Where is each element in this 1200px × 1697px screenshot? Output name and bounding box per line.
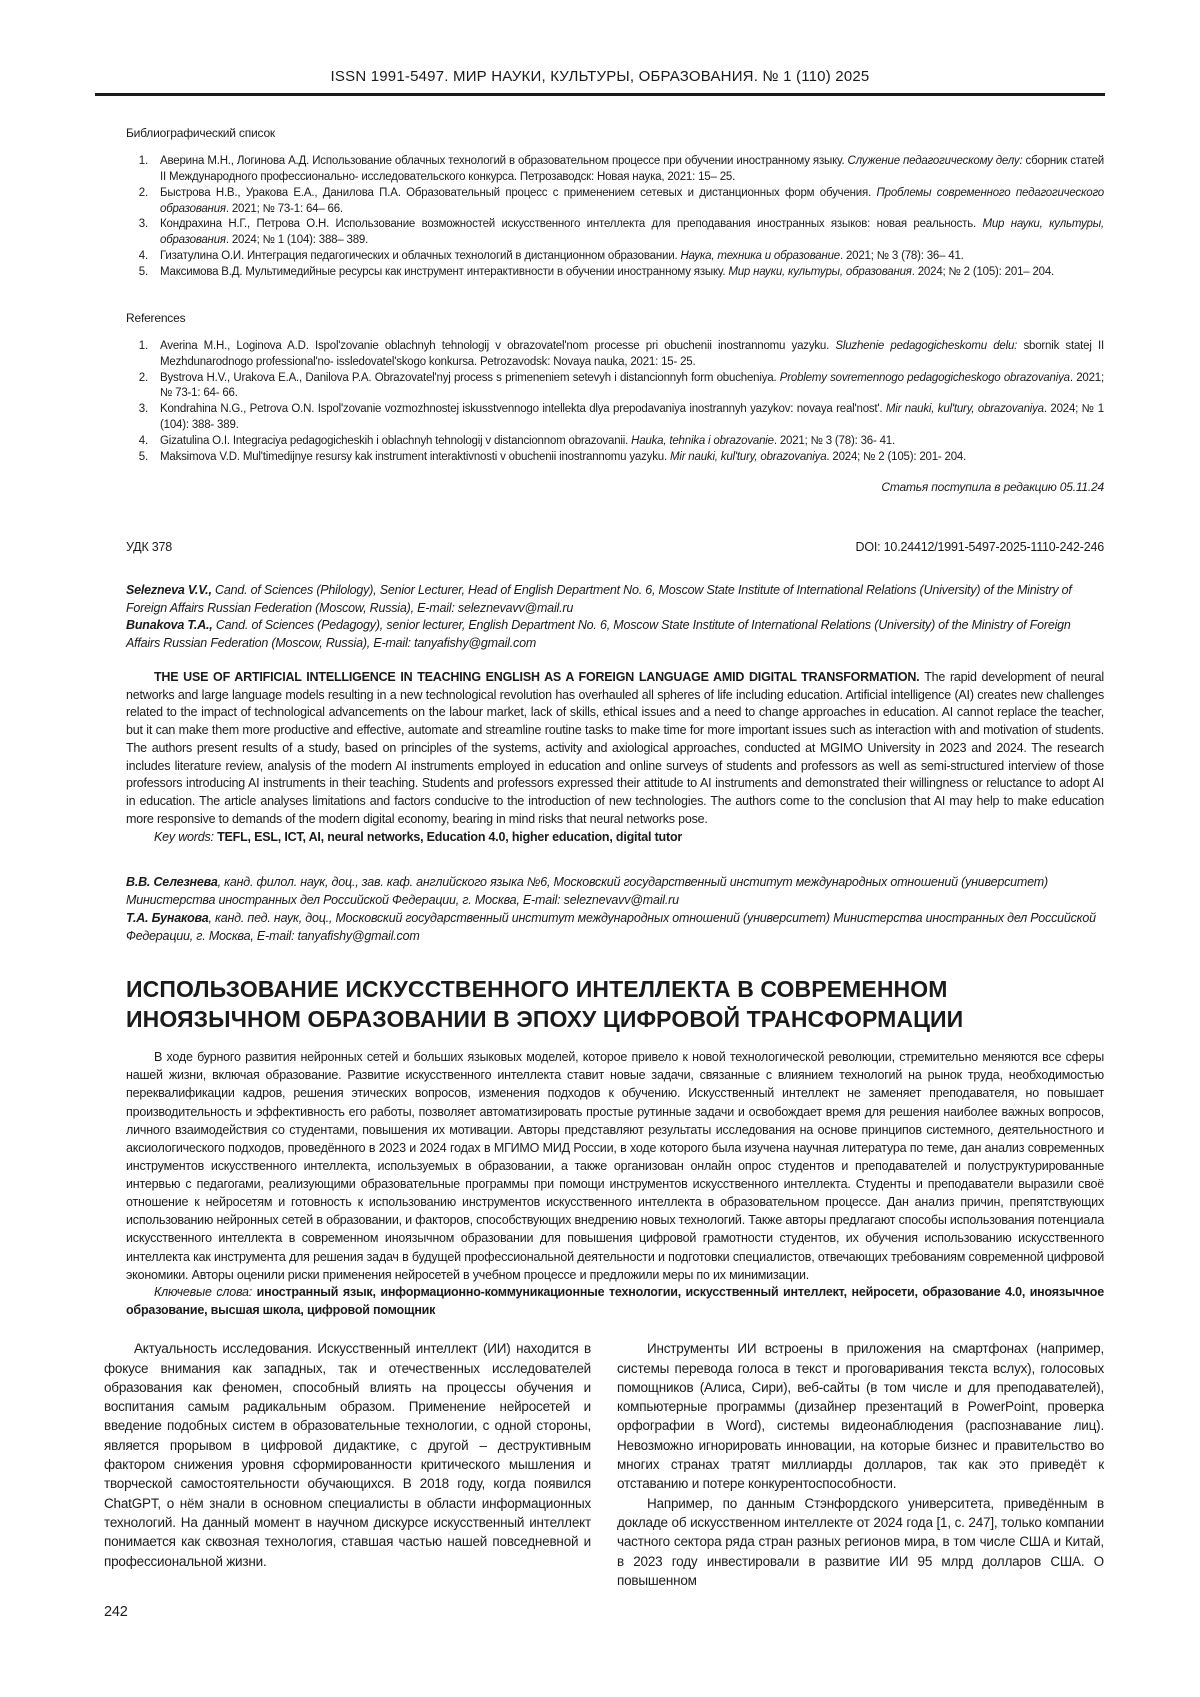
- paragraph: Selezneva V.V., Cand. of Sciences (Philology), Senior Lecturer, Head of English Department No. 6, Moscow State Institute of International Relations (University) of the Ministry of Foreign Affairs Russian Federation (Moscow, Russia), E-mail: seleznevavv@mail.ru: [126, 582, 1072, 615]
- article-title: [126, 975, 1104, 1034]
- references-heading: References: [126, 310, 186, 325]
- header-rule: [95, 93, 1105, 96]
- paragraph: Т.А. Бунакова, канд. пед. наук, доц., Московский государственный институт международных отношений (университет) Министерства иностранных дел Российской Федерации, г. Москва, E-mail: tanyafishy@gmail.com: [126, 910, 1096, 943]
- reference-text: Максимова В.Д. Мультимедийные ресурсы как инструмент интерактивности в обучении иностранному языку. Мир науки, культуры, образования. 2024; № 2 (105): 201– 204.: [160, 266, 1055, 279]
- paragraph: Актуальность исследования. Искусственный интеллект (ИИ) находится в фокусе внимания как западных, так и отечественных исследователей образования как феномен, способный влиять на процессы обучения и воспитания самым радикальным образом. Применение нейросетей и введение подобных систем в образовательные технологии, с одной стороны, является прорывом в цифровой дидактике, с другой – деструктивным фактором снижения уровня сформированности критического мышления и творческой самостоятельности обучающихся. В 2018 году, когда появился ChatGPT, о нём знали в основном специалисты в области информационных технологий. На данный момент в научном дискурсе искусственный интеллект понимается как сквозная технология, ставшая частью нашей повседневной и профессиональной жизни.: [104, 1341, 591, 1569]
- reference-text: Быстрова Н.В., Уракова Е.А., Данилова П.А. Образовательный процесс с применением сетевых и дистанционных форм обучения. Проблемы современного педагогического образования. 2021; № 73-1: 64– 66.: [160, 186, 1104, 215]
- references-list: [126, 339, 1104, 466]
- reference-text: Bystrova H.V., Urakova E.A., Danilova P.A. Obrazovatel'nyj process s primeneniem setevyh i distancionnyh form obucheniya. Problemy sovremennogo pedagogicheskogo obrazovaniya. 2021; № 73-1: 64- 66.: [160, 371, 1104, 400]
- reference-number: 2.: [138, 371, 148, 384]
- keywords-ru: Ключевые слова: иностранный язык, информационно-коммуникационные технологии, искусственный интеллект, нейросети, образование 4.0, иноязычное образование, высшая школа, цифровой помощник: [126, 1284, 1104, 1317]
- paragraph: Bunakova T.A., Cand. of Sciences (Pedagogy), senior lecturer, English Department No. 6, Moscow State Institute of International Relations (University) of the Ministry of Foreign Affairs Russian Federation (Moscow, Russia), E-mail: tanyafishy@gmail.com: [126, 618, 1071, 650]
- paragraph: Например, по данным Стэнфордского университета, приведённым в докладе об искусственном интеллекте от 2024 года [1, с. 247], только компании частного сектора ряда стран разных регионов мира, в том числе США и Китай, в 2023 году инвестировали в развитие ИИ 95 млрд долларов США. О повышенном: [617, 1495, 1104, 1588]
- reference-item: [126, 265, 1104, 281]
- authors-ru-block: [126, 874, 1104, 945]
- right-column: [617, 1339, 1104, 1590]
- reference-number: 3.: [138, 218, 148, 231]
- reference-item: [126, 186, 1104, 218]
- reference-item: [126, 434, 1104, 450]
- doi: DOI: 10.24412/1991-5497-2025-1110-242-246: [855, 539, 1104, 554]
- reference-text: Kondrahina N.G., Petrova O.N. Ispol'zovanie vozmozhnostej iskusstvennogo intellekta dlya prepodavaniya inostrannyh yazykov: novaya real'nost'. Mir nauki, kul'tury, obrazovaniya. 2024; № 1 (104): 388- 389.: [160, 403, 1104, 432]
- article-title-line1: ИСПОЛЬЗОВАНИЕ ИСКУССТВЕННОГО ИНТЕЛЛЕКТА В СОВРЕМЕННОМ: [126, 976, 948, 1003]
- reference-number: 1.: [138, 339, 148, 352]
- paragraph: Инструменты ИИ встроены в приложения на смартфонах (например, системы перевода голоса в текст и проговаривания текста вслух), голосовых помощников (Алиса, Сири), веб-сайты (в том числе и для преподавателей), компьютерные программы (дизайнер презентаций в PowerPoint, проверка орфографии в Word), системы видеонаблюдения (распознавание лиц). Невозможно игнорировать инновации, на которые бизнес и правительство во многих странах тратят миллиарды долларов, так как это приведёт к отставанию и потере конкурентоспособности.: [617, 1341, 1104, 1492]
- page-content: [0, 126, 1200, 1620]
- reference-number: 5.: [138, 450, 148, 463]
- reference-item: [126, 371, 1104, 403]
- reference-text: Аверина М.Н., Логинова А.Д. Использование облачных технологий в образовательном процессе при обучении иностранному языку. Служение педагогическому делу: сборник статей II Международного профессионально- исследовательского конкурса. Петрозаводск: Новая наука, 2021: 15– 25.: [160, 155, 1104, 183]
- article-title-line2: ИНОЯЗЫЧНОМ ОБРАЗОВАНИИ В ЭПОХУ ЦИФРОВОЙ ТРАНСФОРМАЦИИ: [126, 1005, 964, 1032]
- bibliography-section: [126, 126, 1104, 281]
- abstract-en: THE USE OF ARTIFICIAL INTELLIGENCE IN TEACHING ENGLISH AS A FOREIGN LANGUAGE AMID DIGITAL TRANSFORMATION. The rapid development of neural networks and large language models resulting in a new technological revolution has overhauled all spheres of life including education. Artificial intelligence (AI) creates new challenges related to the impact of technological advancements on the labour market, lack of skills, ethical issues and a need to change approaches in education. AI cannot replace the teacher, but it can make them more productive and effective, automate and streamline routine tasks to make time for more important issues such as interaction with and motivation of students. The authors present results of a study, based on principles of the systems, activity and axiological approaches, conducted at MGIMO University in 2023 and 2024. The research includes literature review, analysis of the modern AI instruments employed in education and online surveys of students and professors as well as semi-structured interview of those professors introducing AI instruments in their teaching. Students and professors expressed their attitude to AI instruments and demonstrated their willingness or reluctance to adopt AI in education. The article analyses limitations and factors conducive to the introduction of new technologies. The authors come to the conclusion that AI may help to make education more responsive to demands of the modern digital economy, bearing in mind risks that neural networks pose.: [126, 669, 1104, 826]
- udk-doi-row: [126, 540, 1104, 554]
- reference-text: Gizatulina O.I. Integraciya pedagogicheskih i oblachnyh tehnologij v distancionnom obrazovanii. Hauka, tehnika i obrazovanie. 2021; № 3 (78): 36- 41.: [160, 435, 895, 448]
- reference-number: 4.: [138, 250, 148, 263]
- running-header: ISSN 1991-5497. МИР НАУКИ, КУЛЬТУРЫ, ОБРАЗОВАНИЯ. № 1 (110) 2025: [330, 68, 870, 85]
- reference-text: Averina M.H., Loginova A.D. Ispol'zovanie oblachnyh tehnologij v obrazovatel'nom processe pri obuchenii inostrannomu yazyku. Sluzhenie pedagogicheskomu delu: sbornik statej II Mezhdunarodnogo professional'no- issledovatel'skogo konkursa. Petrozavodsk: Novaya nauka, 2021: 15- 25.: [160, 339, 1104, 368]
- reference-number: 4.: [138, 435, 148, 448]
- authors-en-block: [126, 582, 1104, 653]
- reference-number: 3.: [138, 403, 148, 416]
- references-section: [126, 311, 1104, 466]
- reference-item: [126, 217, 1104, 249]
- left-column: [104, 1339, 591, 1590]
- bibliography-list: [126, 154, 1104, 281]
- reference-text: Кондрахина Н.Г., Петрова О.Н. Использование возможностей искусственного интеллекта для преподавания иностранных языков: новая реальность. Мир науки, культуры, образования. 2024; № 1 (104): 388– 389.: [160, 218, 1104, 247]
- reference-item: [126, 154, 1104, 186]
- keywords-en: Key words: TEFL, ESL, ICT, AI, neural networks, Education 4.0, higher education, digital tutor: [154, 829, 683, 844]
- body-columns: [104, 1339, 1104, 1590]
- udk-number: УДК 378: [126, 539, 173, 554]
- reference-item: [126, 450, 1104, 466]
- reference-text: Гизатулина О.И. Интеграция педагогических и облачных технологий в дистанционном образовании. Наука, техника и образование. 2021; № 3 (78): 36– 41.: [160, 250, 964, 263]
- reference-number: 1.: [138, 155, 148, 167]
- reference-item: [126, 402, 1104, 434]
- reference-item: [126, 339, 1104, 371]
- abstract-ru: В ходе бурного развития нейронных сетей и больших языковых моделей, которое привело к новой технологической революции, стремительно меняются все сферы нашей жизни, включая образование. Развитие искусственного интеллекта ставит новые задачи, связанные с влиянием технологий на рынок труда, необходимостью переквалификации кадров, решения этических вопросов, изменения подходов к обучению. Искусственный интеллект не заменяет преподавателя, но повышает производительность и эффективность его работы, позволяет автоматизировать простые рутинные задачи и освобождает время для решения наиболее важных вопросов, личного взаимодействия со студентами, повышения их мотивации. Авторы представляют результаты исследования на основе принципов системного, деятельностного и аксиологического подходов, проведённого в 2023 и 2024 годах в МГИМО МИД России, в ходе которого была изучена научная литература по теме, дан анализ современных инструментов искусственного интеллекта, используемых в образовании, а также организован онлайн опрос студентов и преподавателей и полуструктурированные интервью с педагогами, реализующими образовательные программы при помощи инструментов искусственного интеллекта. Студенты и преподаватели выразили своё отношение к нейросетям и готовность к использованию инструментов искусственного интеллекта в образовательном процессе. Дан анализ причин, препятствующих использованию нейронных сетей в образовании, и факторов, способствующих внедрению новых технологий. Также авторы предлагают способы использования потенциала искусственного интеллекта в современном иноязычном образовании для повышения цифровой грамотности студентов, их обучения использованию искусственного интеллекта как инструмента для решения задач в будущей профессиональной деятельности и подготовки специалистов, отвечающих требованиям современной цифровой экономики. Авторы оценили риски применения нейросетей в учебном процессе и предложили меры по их минимизации.: [126, 1050, 1104, 1282]
- reference-item: [126, 249, 1104, 265]
- bibliography-heading: Библиографический список: [126, 126, 275, 140]
- paragraph: В.В. Селезнева, канд. филол. наук, доц., зав. каф. английского языка №6, Московский государственный институт международных отношений (университет) Министерства иностранных дел Российской Федерации, г. Москва, E-mail: seleznevavv@mail.ru: [126, 875, 1048, 907]
- received-note: Статья поступила в редакцию 05.11.24: [881, 479, 1104, 494]
- reference-number: 2.: [138, 186, 148, 199]
- page-number: 242: [104, 1604, 128, 1621]
- reference-number: 5.: [138, 266, 148, 279]
- reference-text: Maksimova V.D. Mul'timedijnye resursy kak instrument interaktivnosti v obuchenii inostrannomu yazyku. Mir nauki, kul'tury, obrazovaniya. 2024; № 2 (105): 201- 204.: [160, 450, 967, 463]
